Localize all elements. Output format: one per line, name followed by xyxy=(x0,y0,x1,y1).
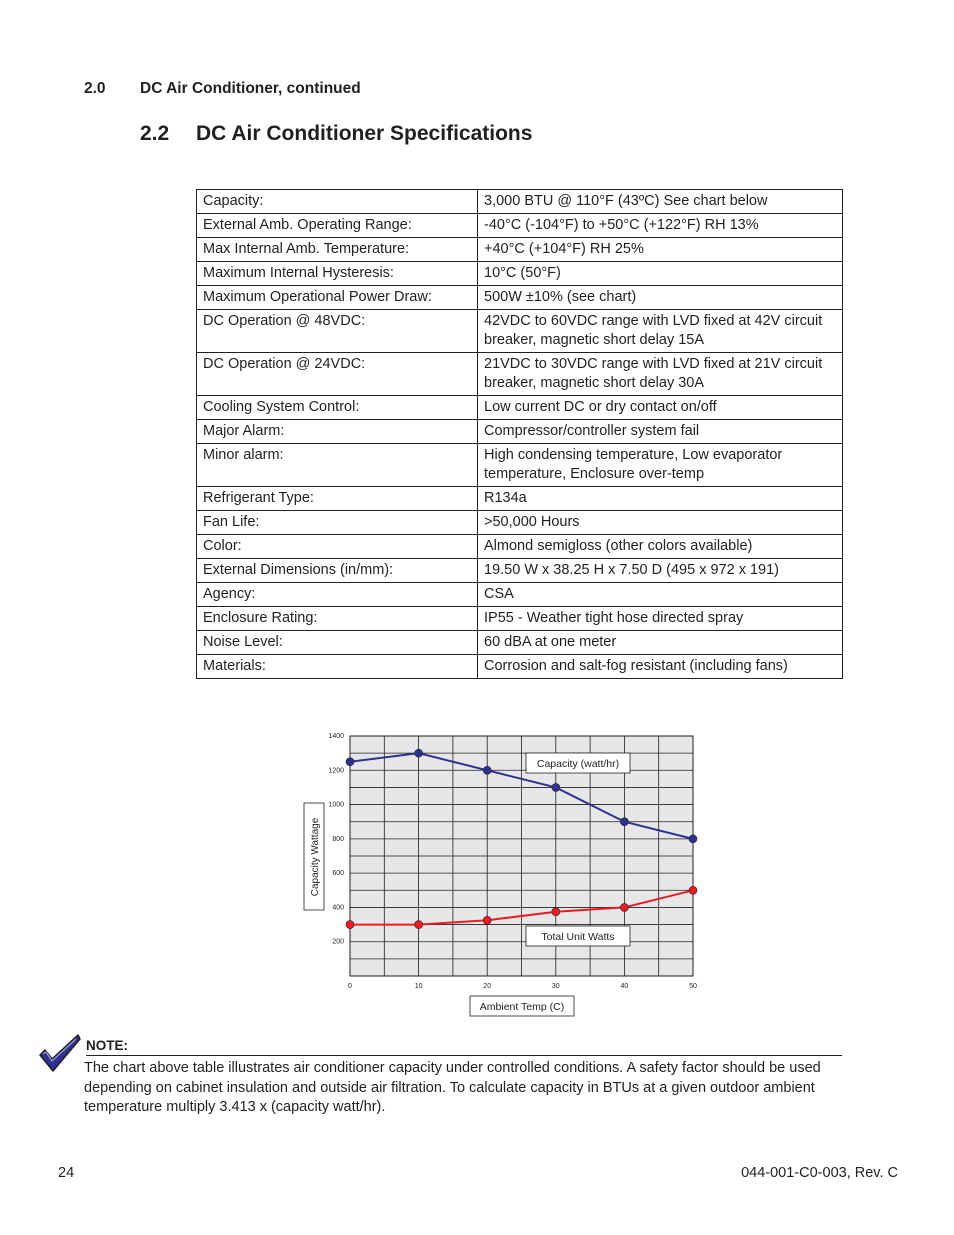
spec-label: External Dimensions (in/mm): xyxy=(197,559,478,583)
spec-label: DC Operation @ 24VDC: xyxy=(197,353,478,396)
spec-value: 60 dBA at one meter xyxy=(478,631,843,655)
y-tick-label: 1400 xyxy=(328,733,344,740)
section-heading xyxy=(140,122,532,146)
capacity-chart xyxy=(290,720,710,1020)
spec-value: -40°C (-104°F) to +50°C (+122°F) RH 13% xyxy=(478,214,843,238)
spec-label: Fan Life: xyxy=(197,511,478,535)
spec-row xyxy=(197,262,843,286)
note-divider xyxy=(86,1055,842,1056)
x-tick-label: 30 xyxy=(551,983,560,990)
spec-label: Maximum Internal Hysteresis: xyxy=(197,262,478,286)
spec-row xyxy=(197,535,843,559)
spec-value: >50,000 Hours xyxy=(478,511,843,535)
spec-value: IP55 - Weather tight hose directed spray xyxy=(478,607,843,631)
spec-row xyxy=(197,238,843,262)
data-point xyxy=(620,903,628,911)
document-number: 044-001-C0-003, Rev. C xyxy=(741,1165,898,1181)
continued-heading-title: DC Air Conditioner, continued xyxy=(140,80,361,97)
spec-row xyxy=(197,214,843,238)
spec-value: 42VDC to 60VDC range with LVD fixed at 42V circuit breaker, magnetic short delay 15A xyxy=(478,310,843,353)
x-tick-label: 20 xyxy=(483,983,492,990)
spec-row xyxy=(197,444,843,487)
spec-label: Major Alarm: xyxy=(197,420,478,444)
specifications-table xyxy=(196,189,843,679)
series-label: Total Unit Watts xyxy=(541,931,615,943)
specifications-table-body xyxy=(197,190,843,679)
spec-row xyxy=(197,353,843,396)
spec-row xyxy=(197,190,843,214)
spec-value: CSA xyxy=(478,583,843,607)
spec-row xyxy=(197,487,843,511)
spec-row xyxy=(197,607,843,631)
data-point xyxy=(483,916,491,924)
data-point xyxy=(552,783,560,791)
spec-label: Materials: xyxy=(197,655,478,679)
y-tick-label: 400 xyxy=(332,904,344,912)
spec-row xyxy=(197,396,843,420)
spec-row xyxy=(197,286,843,310)
x-tick-label: 40 xyxy=(620,983,629,990)
spec-label: Maximum Operational Power Draw: xyxy=(197,286,478,310)
spec-label: External Amb. Operating Range: xyxy=(197,214,478,238)
y-axis-label: Capacity Wattage xyxy=(310,817,321,897)
spec-row xyxy=(197,511,843,535)
x-tick-label: 0 xyxy=(348,983,352,990)
spec-label: Minor alarm: xyxy=(197,444,478,487)
spec-value: 21VDC to 30VDC range with LVD fixed at 21V circuit breaker, magnetic short delay 30A xyxy=(478,353,843,396)
spec-label: Enclosure Rating: xyxy=(197,607,478,631)
spec-label: Agency: xyxy=(197,583,478,607)
data-point xyxy=(415,749,423,757)
spec-label: Noise Level: xyxy=(197,631,478,655)
section-heading-title: DC Air Conditioner Specifications xyxy=(196,122,533,145)
spec-value: +40°C (+104°F) RH 25% xyxy=(478,238,843,262)
data-point xyxy=(552,908,560,916)
series-label: Capacity (watt/hr) xyxy=(536,758,620,770)
spec-label: DC Operation @ 48VDC: xyxy=(197,310,478,353)
checkmark-icon xyxy=(38,1033,82,1075)
section-heading-number: 2.2 xyxy=(140,122,170,145)
spec-row xyxy=(197,559,843,583)
continued-heading xyxy=(84,80,361,98)
data-point xyxy=(483,766,491,774)
data-point xyxy=(689,886,697,894)
spec-row xyxy=(197,583,843,607)
spec-label: Max Internal Amb. Temperature: xyxy=(197,238,478,262)
spec-label: Cooling System Control: xyxy=(197,396,478,420)
spec-label: Capacity: xyxy=(197,190,478,214)
data-point xyxy=(689,835,697,843)
spec-value: Corrosion and salt-fog resistant (including fans) xyxy=(478,655,843,679)
spec-label: Color: xyxy=(197,535,478,559)
spec-value: High condensing temperature, Low evaporator temperature, Enclosure over-temp xyxy=(478,444,843,487)
data-point xyxy=(415,921,423,929)
spec-value: Almond semigloss (other colors available) xyxy=(478,535,843,559)
spec-row xyxy=(197,310,843,353)
y-tick-label: 1200 xyxy=(328,767,344,775)
y-tick-label: 600 xyxy=(332,870,344,878)
spec-value: 3,000 BTU @ 110°F (43ºC) See chart below xyxy=(478,190,843,214)
spec-row xyxy=(197,655,843,679)
spec-value: 10°C (50°F) xyxy=(478,262,843,286)
spec-row xyxy=(197,631,843,655)
data-point xyxy=(620,818,628,826)
note-text: The chart above table illustrates air conditioner capacity under controlled conditions. A safety factor should be used depending on cabinet insulation and outside air filtration. To calculate capacity in BTUs at a given outdoor ambient temperature multiply 3.413 x (capacity watt/hr). xyxy=(84,1060,821,1115)
spec-value: R134a xyxy=(478,487,843,511)
data-point xyxy=(346,921,354,929)
spec-value: Compressor/controller system fail xyxy=(478,420,843,444)
spec-value: Low current DC or dry contact on/off xyxy=(478,396,843,420)
spec-value: 19.50 W x 38.25 H x 7.50 D (495 x 972 x 191) xyxy=(478,559,843,583)
spec-value: 500W ±10% (see chart) xyxy=(478,286,843,310)
y-tick-label: 800 xyxy=(332,835,344,843)
y-tick-label: 1000 xyxy=(328,801,344,809)
y-tick-label: 200 xyxy=(332,938,344,946)
spec-label: Refrigerant Type: xyxy=(197,487,478,511)
note-label: NOTE: xyxy=(86,1038,128,1053)
x-axis-label: Ambient Temp (C) xyxy=(479,1001,565,1013)
page-number: 24 xyxy=(58,1165,75,1181)
x-tick-label: 50 xyxy=(689,983,697,990)
data-point xyxy=(346,758,354,766)
continued-heading-number: 2.0 xyxy=(84,80,106,97)
spec-row xyxy=(197,420,843,444)
x-tick-label: 10 xyxy=(414,983,423,990)
